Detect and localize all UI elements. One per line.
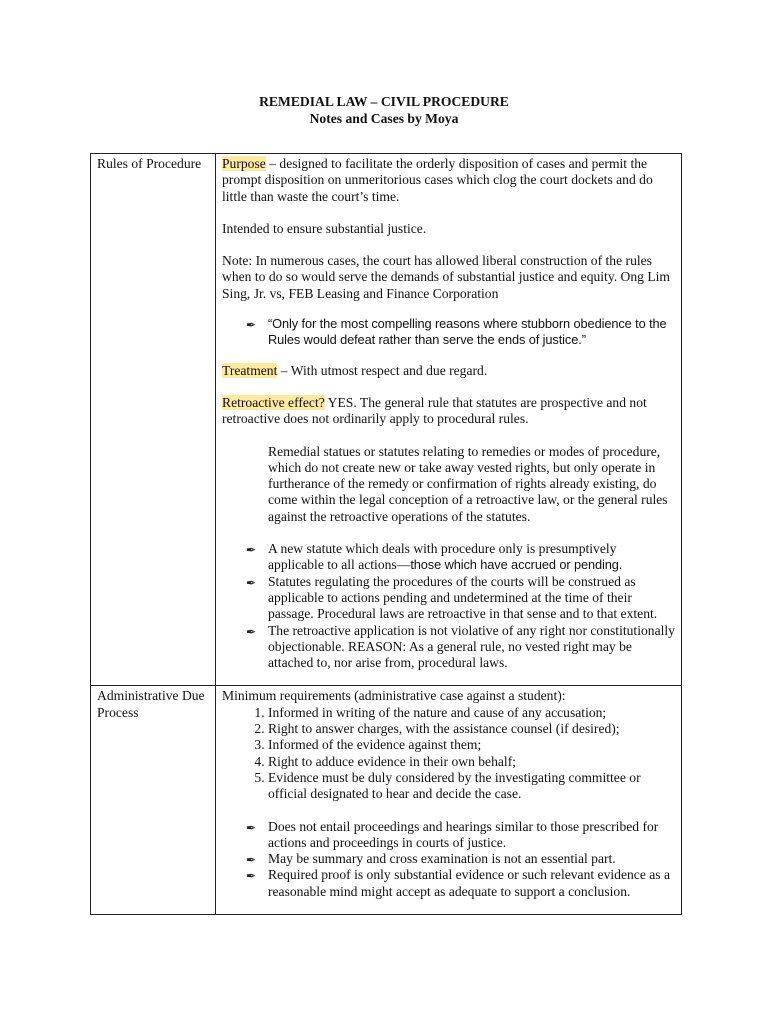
bullet-text: Statutes regulating the procedures of the courts will be construed as applicable to actions pending and undetermined at the time of their passage. Procedural laws are retroactive in that sense and to that extent. <box>268 573 658 622</box>
bullet-text: A new statute which deals with procedure only is presumptively applicable to all actions— <box>268 541 617 573</box>
feather-quill-icon: ✒ <box>246 575 257 590</box>
list-item: 4. Right to adduce evidence in their own behalf; <box>268 754 675 770</box>
table-row <box>91 154 682 686</box>
feather-quill-icon: ✒ <box>246 318 257 333</box>
table-row <box>91 686 682 915</box>
content-cell <box>216 686 682 915</box>
remedial-paragraph: Remedial statues or statutes relating to remedies or modes of procedure, which do not create new or take away vested rights, but only operate in furtherance of the remedy or confirmation of rights already existing, do come within the legal conception of a retroactive law, or the general rules against the retroactive operations of the statutes. <box>268 443 668 524</box>
list-item <box>246 574 675 623</box>
document-subtitle: Notes and Cases by Moya <box>309 111 459 126</box>
bullet-text-tail: those which have accrued or pending. <box>410 557 623 573</box>
list-item: 2. Right to answer charges, with the assistance counsel (if desired); <box>268 721 675 737</box>
feather-quill-icon: ✒ <box>246 624 257 639</box>
list-item <box>246 541 675 574</box>
list-item <box>246 316 675 349</box>
purpose-text: – designed to facilitate the orderly disposition of cases and permit the prompt disposition on unmeritorious cases which clog the court dockets and do little than waste the court’s time. <box>222 156 653 204</box>
topic-cell <box>91 154 216 686</box>
notes-table <box>90 153 682 915</box>
retroactive-highlight: Retroactive effect? <box>222 394 325 410</box>
note-paragraph: Note: In numerous cases, the court has allowed liberal construction of the rules when to do so would serve the demands of substantial justice and equity. Ong Lim Sing, Jr. vs, FEB Leasing and Finance Corporation <box>222 253 671 301</box>
feather-quill-icon: ✒ <box>246 543 257 558</box>
bullet-text: Does not entail proceedings and hearings similar to those prescribed for actions and proceedings in courts of justice. <box>268 818 659 850</box>
topic-administrative-due-process: Administrative Due Process <box>97 688 205 720</box>
document-title: REMEDIAL LAW – CIVIL PROCEDURE <box>259 94 509 109</box>
list-item: 1. Informed in writing of the nature and cause of any accusation; <box>268 705 675 721</box>
topic-rules-of-procedure: Rules of Procedure <box>97 156 202 171</box>
feather-quill-icon: ✒ <box>246 820 257 835</box>
bullet-text: Required proof is only substantial evidence or such relevant evidence as a reasonable mind might accept as adequate to support a conclusion. <box>268 867 671 899</box>
bullet-text: May be summary and cross examination is not an essential part. <box>268 851 616 867</box>
requirements-list <box>222 705 675 803</box>
list-item <box>246 623 675 672</box>
quote-text: “Only for the most compelling reasons where stubborn obedience to the Rules would defeat rather than serve the ends of justice.” <box>268 316 667 348</box>
purpose-paragraph <box>222 156 675 205</box>
list-item: 3. Informed of the evidence against them; <box>268 737 675 753</box>
retroactive-text: YES. The general rule that statutes are prospective and not retroactive does not ordinarily apply to procedural rules. <box>222 394 647 427</box>
list-item <box>246 867 675 900</box>
list-item: 5. Evidence must be duly considered by the investigating committee or official designated to hear and decide the case. <box>268 770 675 803</box>
retroactive-bullets <box>222 541 675 671</box>
requirements-intro: Minimum requirements (administrative case against a student): <box>222 688 566 704</box>
treatment-highlight: Treatment <box>222 362 278 378</box>
purpose-highlight: Purpose <box>222 156 266 171</box>
retroactive-paragraph <box>222 395 675 428</box>
treatment-text: – With utmost respect and due regard. <box>277 362 488 378</box>
feather-quill-icon: ✒ <box>246 853 257 868</box>
intended-paragraph: Intended to ensure substantial justice. <box>222 220 427 236</box>
list-item <box>246 851 675 867</box>
content-cell <box>216 154 682 686</box>
bullet-text: The retroactive application is not violative of any right nor constitutionally objectionable. REASON: As a general rule, no vested right may be attached to, nor arise from, procedural laws. <box>268 622 675 671</box>
admin-bullets <box>222 819 675 900</box>
list-item <box>246 819 675 852</box>
feather-quill-icon: ✒ <box>246 869 257 884</box>
topic-cell <box>91 686 216 915</box>
treatment-paragraph <box>222 363 675 379</box>
quote-list <box>222 316 675 349</box>
